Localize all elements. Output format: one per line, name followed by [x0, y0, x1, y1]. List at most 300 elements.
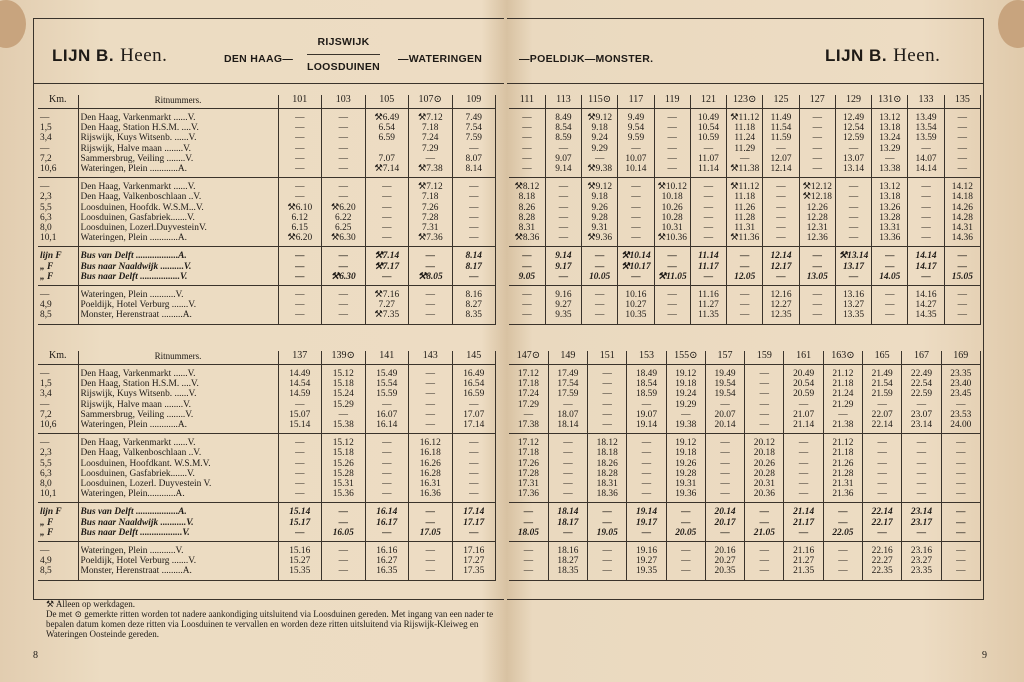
- departure-time: 18.05: [517, 527, 539, 538]
- departure-time: —: [469, 271, 479, 282]
- departure-time: —: [469, 438, 479, 449]
- departure-time: 9.07: [555, 153, 572, 164]
- time-cell: [872, 109, 908, 178]
- time-cell: [588, 434, 627, 503]
- departure-time: —: [956, 399, 966, 410]
- departure-time: 19.27: [635, 556, 658, 567]
- time-cell: [452, 286, 496, 325]
- time-cell: [799, 247, 835, 286]
- departure-time: —: [759, 507, 770, 518]
- km-value: —: [40, 113, 50, 123]
- time-cell: [705, 365, 744, 434]
- station-group-row: [509, 434, 981, 503]
- departure-time: —: [956, 527, 966, 538]
- time-cell: [582, 109, 618, 178]
- departure-time: ⚒7.14: [374, 251, 400, 262]
- departure-time: 18.35: [557, 566, 579, 577]
- departure-time: —: [338, 310, 348, 321]
- departure-time: 7.18: [422, 123, 439, 134]
- time-cell: [627, 434, 666, 503]
- km-value: 2,3: [40, 192, 52, 203]
- departure-time: —: [594, 300, 605, 311]
- trip-number-header: 129: [835, 95, 871, 109]
- departure-time: —: [848, 212, 859, 223]
- departure-time: 12.05: [734, 271, 756, 282]
- departure-time: —: [667, 123, 677, 134]
- departure-time: —: [602, 566, 612, 577]
- departure-time: 14.28: [951, 212, 973, 223]
- departure-time: —: [425, 409, 435, 420]
- departure-time: 8.35: [465, 310, 482, 321]
- time-cell: [509, 542, 548, 581]
- departure-time: —: [776, 223, 786, 234]
- departure-time: —: [563, 458, 573, 469]
- departure-time: 22.59: [910, 389, 932, 400]
- departure-time: 12.17: [770, 261, 792, 272]
- departure-time: —: [641, 479, 652, 490]
- departure-time: 10.07: [625, 153, 647, 164]
- time-cell: [944, 109, 980, 178]
- departure-time: 15.59: [376, 389, 398, 400]
- departure-time: —: [469, 479, 479, 490]
- departure-time: —: [425, 566, 435, 577]
- departure-time: 12.35: [770, 310, 792, 321]
- departure-time: ⚒10.14: [621, 251, 651, 262]
- departure-time: 15.38: [332, 420, 354, 431]
- departure-time: —: [522, 164, 532, 175]
- departure-time: 16.54: [463, 379, 485, 390]
- time-cell: [727, 109, 763, 178]
- footnotes: [46, 599, 498, 639]
- km-cell: [38, 503, 78, 542]
- time-cell: [745, 434, 784, 503]
- departure-time: 18.18: [596, 448, 618, 459]
- departure-time: 19.07: [635, 409, 658, 420]
- departure-time: —: [558, 271, 569, 282]
- departure-time: 7.27: [378, 300, 395, 311]
- departure-time: —: [877, 448, 887, 459]
- station-group-row: [509, 109, 981, 178]
- route-loosduinen: LOOSDUINEN: [307, 54, 380, 79]
- trip-number-header: 127: [799, 95, 835, 109]
- time-cell: [627, 542, 666, 581]
- left-heen: Heen.: [120, 45, 168, 66]
- km-cell: [38, 286, 78, 325]
- departure-time: —: [594, 153, 605, 164]
- station-name: Bus van Delft ..................A.: [80, 251, 187, 262]
- departure-time: 7.54: [465, 123, 482, 134]
- departure-time: —: [667, 113, 677, 123]
- time-cell: [409, 365, 453, 434]
- departure-time: —: [594, 261, 605, 272]
- departure-time: 7.29: [422, 143, 439, 154]
- station-name: Monster, Herenstraat .........A.: [80, 566, 192, 577]
- departure-time: 17.28: [517, 468, 539, 479]
- departure-time: 23.07: [910, 409, 932, 420]
- departure-time: 21.27: [793, 556, 815, 567]
- km-value: —: [40, 438, 50, 449]
- departure-time: 16.12: [419, 438, 441, 449]
- km-value: 4,9: [40, 300, 52, 311]
- departure-time: 15.14: [289, 420, 311, 431]
- departure-time: —: [921, 223, 931, 234]
- departure-time: —: [720, 399, 730, 410]
- departure-time: 15.27: [289, 556, 311, 567]
- km-value: 8,5: [40, 566, 52, 577]
- departure-time: 8.27: [465, 300, 482, 311]
- departure-time: 14.16: [915, 290, 937, 301]
- header-row: [509, 351, 981, 365]
- departure-time: 11.14: [698, 251, 719, 262]
- departure-time: 11.07: [698, 153, 719, 164]
- departure-time: —: [877, 438, 887, 449]
- departure-time: —: [921, 202, 931, 213]
- time-cell: [322, 503, 366, 542]
- departure-time: 15.54: [376, 379, 398, 390]
- route-stack: [307, 30, 380, 79]
- station-cell: [78, 178, 278, 247]
- trip-number-header: 109: [452, 95, 496, 109]
- time-cell: [365, 247, 409, 286]
- departure-time: —: [425, 300, 435, 311]
- departure-time: 19.26: [675, 458, 697, 469]
- time-cell: [618, 247, 654, 286]
- station-group-row: [38, 178, 496, 247]
- station-group-row: [509, 178, 981, 247]
- time-cell: [863, 365, 902, 434]
- departure-time: 13.05: [806, 271, 828, 282]
- time-cell: [409, 286, 453, 325]
- departure-time: —: [667, 251, 677, 262]
- departure-time: 6.25: [335, 223, 352, 234]
- time-cell: [545, 286, 581, 325]
- time-cell: [409, 109, 453, 178]
- departure-time: 17.18: [517, 379, 539, 390]
- departure-time: —: [338, 409, 348, 420]
- km-value: —: [40, 369, 50, 379]
- departure-time: 15.17: [289, 517, 311, 528]
- km-value: 10,1: [40, 233, 57, 244]
- departure-time: —: [469, 202, 479, 213]
- departure-time: 9.29: [591, 143, 608, 154]
- departure-time: —: [956, 556, 966, 567]
- time-cell: [278, 542, 322, 581]
- departure-time: —: [558, 233, 569, 244]
- departure-time: 20.07: [714, 409, 736, 420]
- ritnummers-header: Ritnummers.: [78, 95, 278, 109]
- departure-time: 11.18: [734, 192, 756, 203]
- departure-time: —: [338, 113, 348, 123]
- footnote-circled: De met ⊙ gemerkte ritten worden tot nadere aankondiging uitsluitend via Loosduinen gereden. Met ingang van een nader te bepalen datum komen deze ritten via Loosduinen te vervallen en worden deze ritten uitsluitend via Rijswijk-Kleiweg en Wateringen Oosteinde gereden.: [46, 609, 494, 639]
- time-cell: [278, 365, 322, 434]
- departure-time: ⚒8.05: [417, 271, 443, 282]
- departure-time: ⚒7.35: [374, 310, 400, 321]
- km-value: 8,5: [40, 310, 52, 321]
- time-cell: [835, 247, 871, 286]
- departure-time: —: [338, 290, 348, 301]
- departure-time: 9.26: [591, 202, 608, 213]
- departure-time: —: [681, 566, 691, 577]
- departure-time: 15.12: [332, 369, 354, 379]
- departure-time: —: [641, 438, 652, 449]
- departure-time: 15.26: [332, 458, 354, 469]
- departure-time: 20.18: [753, 448, 775, 459]
- departure-time: —: [957, 113, 968, 123]
- departure-time: —: [916, 479, 927, 490]
- time-cell: [452, 365, 496, 434]
- departure-time: 12.59: [842, 133, 865, 144]
- departure-time: 19.24: [675, 389, 697, 400]
- km-value: 8,0: [40, 223, 52, 234]
- departure-time: 17.07: [463, 409, 485, 420]
- departure-time: ⚒11.05: [657, 271, 687, 282]
- departure-time: ⚒6.30: [330, 271, 356, 282]
- departure-time: 18.31: [596, 479, 618, 490]
- departure-time: 9.14: [555, 251, 572, 262]
- departure-time: —: [885, 310, 895, 321]
- departure-time: 7.18: [422, 192, 439, 203]
- km-value: 5,5: [40, 458, 52, 469]
- station-group-row: [509, 365, 981, 434]
- departure-time: 19.18: [675, 379, 697, 390]
- right-header: [507, 19, 983, 84]
- trip-number-header: 153: [627, 351, 666, 365]
- station-cell: [78, 109, 278, 178]
- departure-time: —: [425, 290, 435, 301]
- departure-time: 13.54: [915, 123, 937, 134]
- departure-time: —: [631, 182, 641, 193]
- departure-time: —: [838, 566, 848, 577]
- departure-time: —: [295, 489, 305, 500]
- departure-time: —: [523, 409, 534, 420]
- departure-time: 16.59: [463, 389, 485, 400]
- time-cell: [690, 109, 726, 178]
- trip-number-header: 139⊙: [322, 351, 366, 365]
- departure-time: —: [425, 153, 435, 164]
- right-heen: Heen.: [893, 45, 941, 66]
- departure-time: —: [425, 546, 435, 557]
- departure-time: 12.49: [842, 113, 865, 123]
- departure-time: —: [382, 468, 392, 479]
- departure-time: —: [848, 223, 859, 234]
- departure-time: 23.27: [910, 556, 932, 567]
- time-cell: [784, 434, 823, 503]
- departure-time: —: [338, 517, 348, 528]
- time-cell: [365, 434, 409, 503]
- km-value: „ F: [40, 517, 54, 528]
- departure-time: 21.12: [832, 438, 854, 449]
- time-cell: [902, 365, 941, 434]
- departure-time: —: [812, 261, 822, 272]
- departure-time: 15.36: [332, 489, 354, 500]
- station-name: Loosduinen, Gasfabriek.......V.: [80, 468, 195, 479]
- departure-time: —: [956, 507, 966, 518]
- time-cell: [835, 178, 871, 247]
- departure-time: —: [295, 468, 305, 479]
- departure-time: 23.40: [950, 379, 972, 390]
- departure-time: —: [848, 143, 859, 154]
- departure-time: 13.36: [879, 233, 901, 244]
- time-cell: [582, 178, 618, 247]
- departure-time: 18.14: [557, 420, 579, 431]
- departure-time: —: [563, 489, 573, 500]
- departure-time: —: [563, 399, 573, 410]
- departure-time: ⚒9.12: [587, 182, 613, 193]
- departure-time: —: [740, 290, 750, 301]
- time-cell: [872, 286, 908, 325]
- departure-time: ⚒11.12: [730, 113, 760, 123]
- departure-time: 15.12: [332, 438, 354, 449]
- departure-time: —: [295, 290, 305, 301]
- departure-time: —: [558, 223, 569, 234]
- time-cell: [322, 178, 366, 247]
- departure-time: 13.14: [842, 164, 865, 175]
- departure-time: —: [469, 458, 479, 469]
- km-value: 5,5: [40, 202, 52, 213]
- km-value: 7,2: [40, 153, 52, 164]
- departure-time: 9.14: [555, 164, 572, 175]
- departure-time: 10.26: [661, 202, 683, 213]
- departure-time: 17.05: [419, 527, 441, 538]
- departure-time: ⚒11.36: [730, 233, 760, 244]
- departure-time: —: [956, 546, 966, 557]
- page-corner-left: [0, 0, 26, 48]
- departure-time: 8.54: [555, 123, 572, 134]
- time-cell: [278, 503, 322, 542]
- departure-time: ⚒6.49: [374, 113, 400, 123]
- departure-time: 15.07: [289, 409, 311, 420]
- departure-time: 18.26: [596, 458, 618, 469]
- departure-time: 21.36: [832, 489, 854, 500]
- station-group-row: [38, 365, 496, 434]
- time-cell: [365, 286, 409, 325]
- departure-time: —: [382, 438, 392, 449]
- time-cell: [908, 178, 944, 247]
- ritnummers-header: Ritnummers.: [78, 351, 278, 365]
- departure-time: —: [740, 300, 750, 311]
- km-cell: [38, 542, 78, 581]
- departure-time: 10.27: [625, 300, 647, 311]
- km-value: 2,3: [40, 448, 52, 459]
- time-cell: [835, 109, 871, 178]
- departure-time: ⚒7.17: [374, 261, 400, 272]
- departure-time: —: [425, 517, 435, 528]
- time-cell: [727, 286, 763, 325]
- departure-time: —: [956, 448, 966, 459]
- departure-time: —: [295, 153, 305, 164]
- station-name: Wateringen, Plein ...........V.: [80, 290, 184, 301]
- departure-time: —: [798, 489, 809, 500]
- departure-time: 7.28: [422, 212, 439, 223]
- departure-time: —: [667, 153, 677, 164]
- departure-time: ⚒9.38: [587, 164, 613, 175]
- departure-time: —: [295, 251, 305, 262]
- departure-time: 11.17: [698, 261, 719, 272]
- departure-time: —: [720, 448, 730, 459]
- trip-number-header: 159: [745, 351, 784, 365]
- time-cell: [727, 178, 763, 247]
- departure-time: 15.05: [951, 271, 973, 282]
- departure-time: 21.05: [753, 527, 775, 538]
- departure-time: —: [522, 133, 532, 144]
- departure-time: ⚒7.16: [374, 290, 400, 301]
- departure-time: 22.16: [871, 546, 893, 557]
- time-cell: [627, 365, 666, 434]
- departure-time: —: [776, 233, 786, 244]
- departure-time: 16.14: [376, 420, 398, 431]
- departure-time: —: [956, 566, 966, 577]
- departure-time: —: [877, 479, 887, 490]
- time-cell: [322, 365, 366, 434]
- departure-time: 6.12: [291, 212, 308, 223]
- departure-time: —: [602, 420, 612, 431]
- departure-time: —: [956, 468, 966, 479]
- departure-time: 10.49: [697, 113, 719, 123]
- departure-time: —: [602, 389, 612, 400]
- departure-time: 10.14: [625, 164, 647, 175]
- departure-time: 21.35: [793, 566, 815, 577]
- trip-number-header: 131⊙: [872, 95, 908, 109]
- time-cell: [784, 503, 823, 542]
- departure-time: 12.28: [806, 212, 828, 223]
- station-name: Rijswijk, Halve maan ........V.: [80, 143, 191, 154]
- departure-time: 18.59: [635, 389, 658, 400]
- departure-time: —: [469, 489, 479, 500]
- time-cell: [654, 247, 690, 286]
- departure-time: —: [848, 202, 859, 213]
- departure-time: ⚒7.36: [417, 233, 443, 244]
- departure-time: —: [776, 192, 786, 203]
- departure-time: 19.28: [675, 468, 697, 479]
- time-cell: [509, 286, 545, 325]
- departure-time: 19.36: [675, 489, 697, 500]
- departure-time: 14.14: [915, 164, 937, 175]
- departure-time: 9.24: [591, 133, 608, 144]
- departure-time: 17.59: [557, 389, 579, 400]
- time-cell: [545, 247, 581, 286]
- departure-time: 8.26: [518, 202, 536, 213]
- departure-time: —: [812, 113, 822, 123]
- departure-time: —: [885, 251, 895, 262]
- departure-time: 17.17: [463, 517, 485, 528]
- departure-time: —: [338, 566, 348, 577]
- departure-time: 13.26: [879, 202, 901, 213]
- departure-time: —: [667, 310, 677, 321]
- departure-time: 19.31: [675, 479, 697, 490]
- departure-time: —: [812, 310, 822, 321]
- time-cell: [941, 542, 980, 581]
- departure-time: —: [382, 479, 392, 490]
- departure-time: —: [631, 192, 641, 203]
- departure-time: 7.59: [465, 133, 482, 144]
- time-cell: [618, 286, 654, 325]
- departure-time: 15.31: [332, 479, 354, 490]
- time-cell: [452, 109, 496, 178]
- time-cell: [548, 365, 587, 434]
- trip-number-header: 135: [944, 95, 980, 109]
- departure-time: —: [295, 300, 305, 311]
- departure-time: 17.14: [463, 420, 485, 431]
- departure-time: —: [295, 123, 305, 134]
- departure-time: —: [522, 113, 532, 123]
- departure-time: 16.31: [419, 479, 441, 490]
- departure-time: —: [469, 527, 479, 538]
- departure-time: 20.31: [753, 479, 775, 490]
- departure-time: 18.07: [557, 409, 579, 420]
- departure-time: —: [848, 182, 859, 193]
- departure-time: —: [776, 212, 786, 223]
- departure-time: —: [776, 271, 786, 282]
